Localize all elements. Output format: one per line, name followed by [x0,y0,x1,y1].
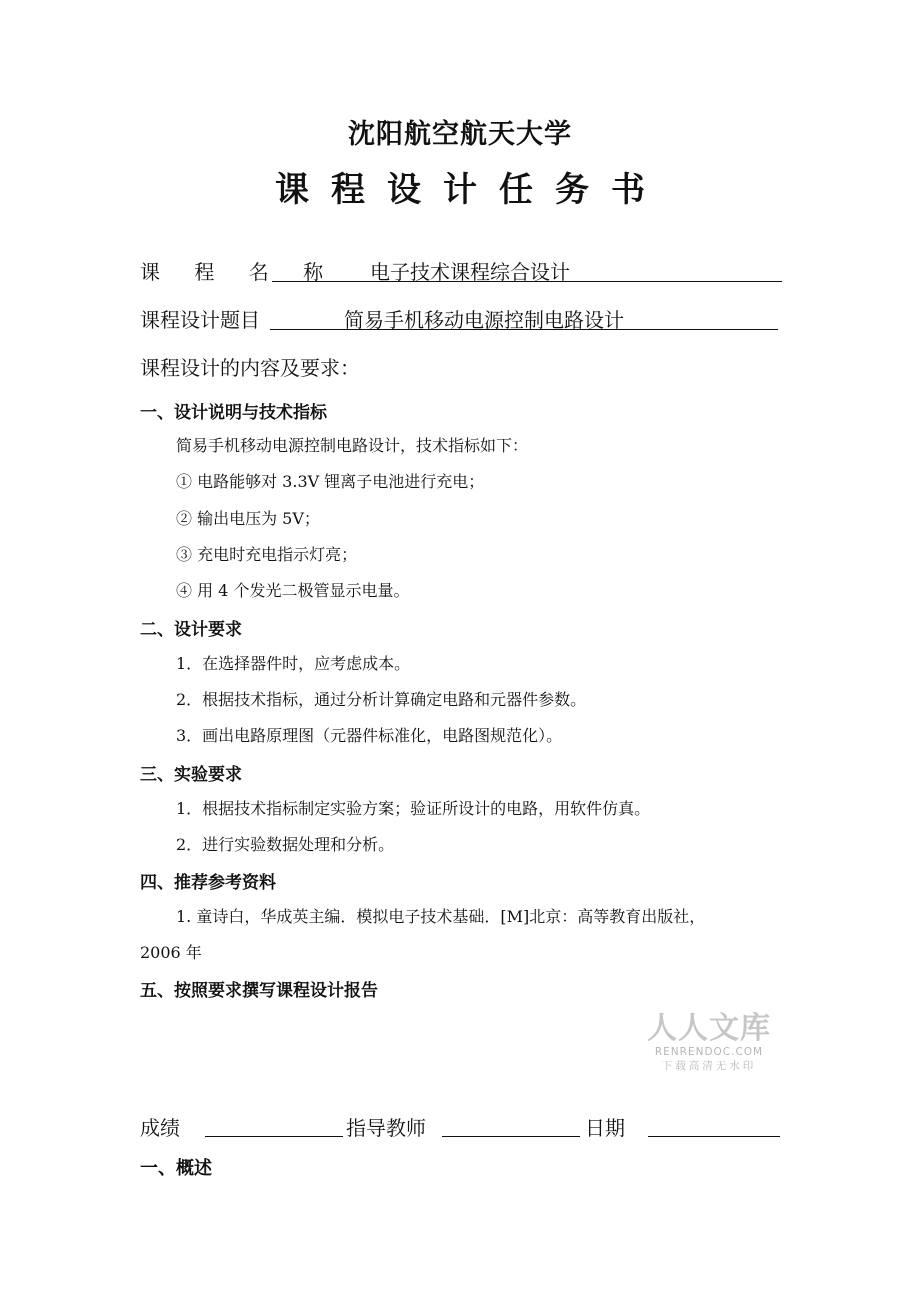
overview-heading: 一、概述 [140,1158,212,1179]
section-intro: 简易手机移动电源控制电路设计，技术指标如下： [176,436,529,455]
date-blank [648,1112,780,1137]
section-heading-design-requirements: 二、设计要求 [140,620,242,640]
section-heading-experiment-requirements: 三、实验要求 [140,765,242,785]
reference-item-continuation: 2006 年 [140,943,202,962]
advisor-blank [442,1112,580,1137]
spec-item: ① 电路能够对 3.3V 锂离子电池进行充电； [176,472,485,491]
university-name: 沈阳航空航天大学 [348,119,572,150]
spec-item: ③ 充电时充电指示灯亮； [176,545,358,564]
course-name-value: 电子技术课程综合设计 [272,256,782,282]
experiment-item: 1．根据技术指标制定实验方案；验证所设计的电路，用软件仿真。 [176,799,651,818]
requirements-intro: 课程设计的内容及要求： [140,356,360,380]
watermark-subtitle: 下载高清无水印 [661,1060,757,1072]
watermark-title: 人人文库 [647,1011,771,1046]
section-heading-report: 五、按照要求撰写课程设计报告 [140,981,378,1001]
experiment-item: 2．进行实验数据处理和分析。 [176,835,395,854]
topic-value: 简易手机移动电源控制电路设计 [270,304,778,330]
spec-item: ④ 用 4 个发光二极管显示电量。 [176,581,410,600]
requirement-item: 3．画出电路原理图（元器件标准化，电路图规范化）。 [176,726,563,745]
advisor-label: 指导教师 [346,1116,426,1140]
watermark-logo [646,1013,772,1073]
grade-blank [205,1112,343,1137]
grade-label: 成绩 [140,1116,180,1140]
spec-item: ② 输出电压为 5V； [176,509,320,528]
document-title: 课程设计任务书 [275,170,667,210]
date-label: 日期 [585,1116,625,1140]
watermark-domain: RENRENDOC.COM [654,1046,764,1058]
topic-label: 课程设计题目 [140,308,260,332]
reference-item: 1. 童诗白，华成英主编．模拟电子技术基础．[M]北京：高等教育出版社， [176,907,706,926]
requirement-item: 1．在选择器件时，应考虑成本。 [176,654,411,673]
section-heading-references: 四、推荐参考资料 [140,873,276,893]
course-name-label: 课 程 名 称 [140,260,338,284]
section-heading-design-spec: 一、设计说明与技术指标 [140,403,327,423]
requirement-item: 2．根据技术指标，通过分析计算确定电路和元器件参数。 [176,690,587,709]
